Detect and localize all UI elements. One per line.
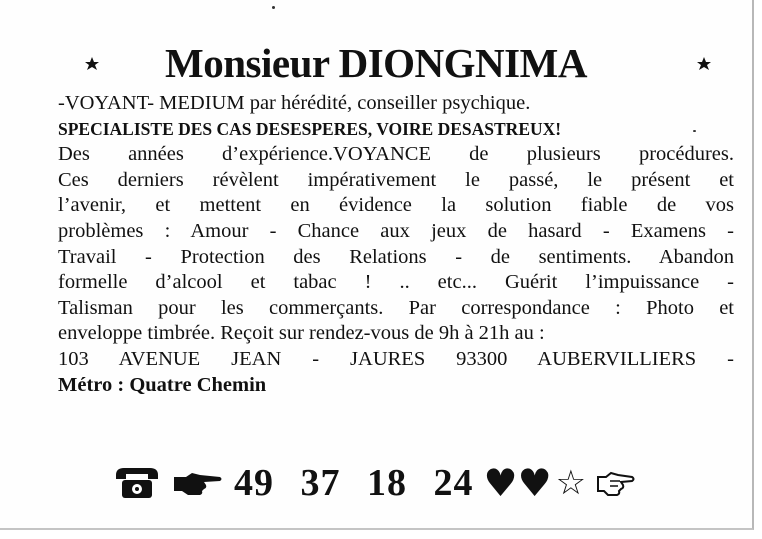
crescent-star-icon <box>676 40 720 84</box>
hearts-icon: ♥♥ <box>483 461 552 505</box>
text-line: problèmes : Amour - Chance aux jeux de hasard - Examens - <box>58 219 734 242</box>
pointing-hand-icon <box>172 469 224 497</box>
body-text <box>58 91 734 398</box>
header <box>0 38 752 88</box>
text-line: Ces derniers révèlent impérativement le passé, le présent et <box>58 168 734 191</box>
text-line: enveloppe timbrée. Reçoit sur rendez-vous de 9h à 21h au : <box>58 322 545 345</box>
text-line: -VOYANT- MEDIUM par hérédité, conseiller psychique. <box>58 92 531 114</box>
text-line: formelle d’alcool et tabac ! .. etc... Guérit l’impuissance - <box>58 271 734 294</box>
text-line: Talisman pour les commerçants. Par correspondance : Photo et <box>58 296 734 319</box>
metro-line: Métro : Quatre Chemin <box>58 373 267 396</box>
telephone-icon <box>112 465 162 501</box>
print-speck <box>693 130 696 132</box>
specialty-line: SPECIALISTE DES CAS DESESPERES, VOIRE DESASTREUX! <box>58 118 562 139</box>
print-speck <box>272 6 275 9</box>
phone-number: 49 37 18 24 <box>234 462 474 504</box>
text-line: l’avenir, et mettent en évidence la solution fiable de vos <box>58 194 734 217</box>
star-icon: ☆ <box>555 463 587 503</box>
pointing-hand-right-icon <box>596 469 636 497</box>
text-line: Travail - Protection des Relations - de sentiments. Abandon <box>58 245 734 268</box>
phone-row <box>112 455 646 511</box>
page-title: Monsieur DIONGNIMA <box>165 40 587 86</box>
address-line: 103 AVENUE JEAN - JAURES 93300 AUBERVILLIERS - <box>58 347 734 370</box>
text-line: Des années d’expérience.VOYANCE de plusieurs procédures. <box>58 143 734 166</box>
